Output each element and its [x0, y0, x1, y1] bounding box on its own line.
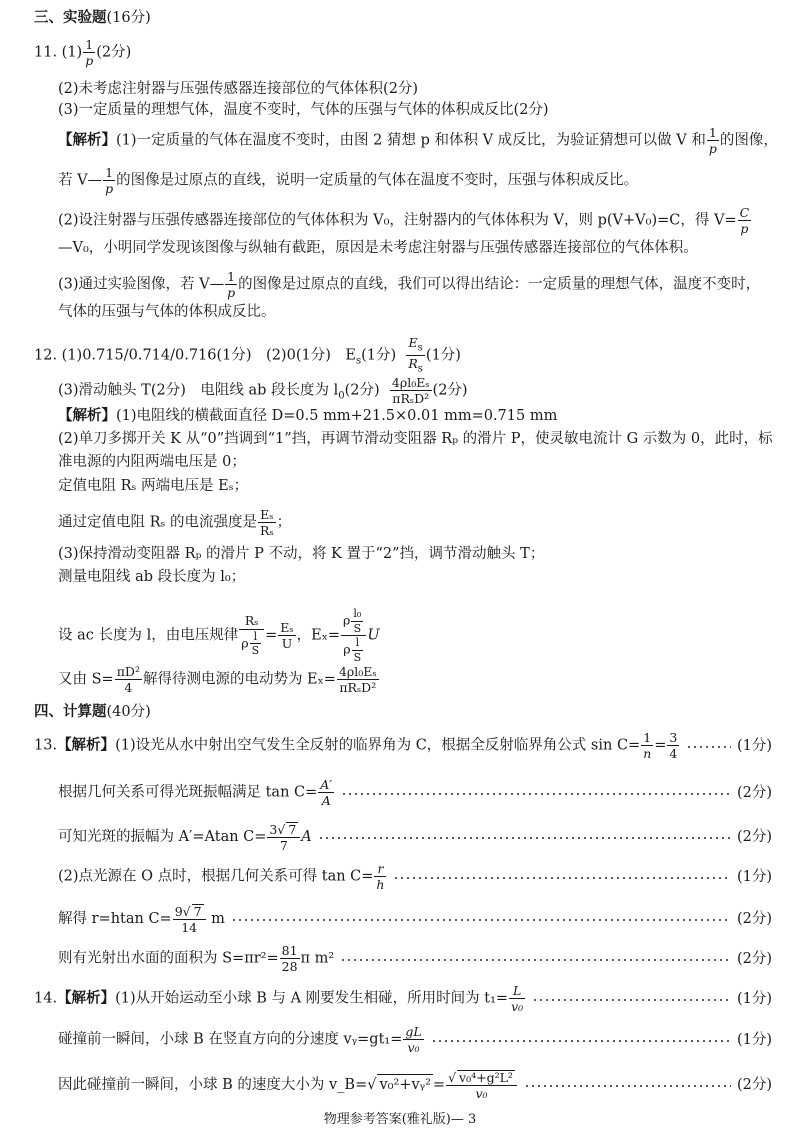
- q13-row-6: 则有光射出水面的面积为 S=πr²= $\frac{81}{28}$ π m² (2分): [58, 943, 772, 975]
- q13-row-4: (2)点光源在 O 点时，根据几何关系可得 tan C= $\frac{r}{h}$ (1分): [58, 861, 772, 893]
- fraction: ρ $\frac{\text{l₀}}{S}$ ρ $\frac{l}{S}$: [341, 608, 366, 663]
- fraction: $\frac{1}{p}$: [105, 165, 114, 197]
- q13-row-2: 根据几何关系可得光斑振幅满足 tan C= $\frac{A'}{A}$ (2分): [58, 777, 772, 809]
- fraction: $\frac{1}{p}$: [227, 269, 236, 301]
- fraction: $\frac{\text{√ v₀⁴+g²L²}}{\text{v₀}}$: [446, 1070, 517, 1100]
- fraction: $\frac{\text{πD²}}{4}$: [116, 664, 140, 696]
- q13-row-5: 解得 r=htan C= $\frac{9√ 7}{14}$ m (2分): [58, 904, 772, 936]
- q12-analysis-3: 准电源的内阻两端电压是 0；: [58, 454, 246, 470]
- fraction: $\frac{\text{Eₛ}}{\text{Rₛ}}$: [260, 507, 274, 539]
- q12-analysis-6: (3)保持滑动变阻器 Rₚ 的滑片 P 不动，将 K 置于“2”挡，调节滑动触头 T；: [58, 546, 545, 562]
- fraction: $\frac{\text{4ρl₀Eₛ}}{\text{πRₛD²}}$: [338, 664, 377, 696]
- section-3-heading: 三、实验题(16分): [34, 10, 151, 26]
- fraction: $\frac{\text{Eₛ}}{U}$: [280, 619, 294, 652]
- q13-row-1: 13.【解析】(1)设光从水中射出空气发生全反射的临界角为 C，根据全反射临界角公式 sin C= $\frac{1}{n}$ = $\frac{3}{4}$ (1分): [34, 730, 772, 762]
- q14-row-1: 14.【解析】(1)从开始运动至小球 B 与 A 刚要发生相碰，所用时间为 t₁= $\frac{L}{\text{v₀}}$ (1分): [34, 983, 772, 1015]
- q11-analysis-2a: (2)设注射器与压强传感器连接部位的气体体积为 V₀，注射器内的气体体积为 V，则 p(V+V₀)=C，得 V= $\frac{C}{p}$: [58, 205, 750, 237]
- fraction: $\frac{9√ 7}{14}$: [173, 904, 206, 934]
- q11-analysis-1b: 若 V— $\frac{1}{p}$ 的图像是过原点的直线，说明一定质量的气体在温度不变时，压强与体积成反比。: [58, 165, 639, 197]
- fraction: $\frac{1}{n}$: [643, 730, 652, 762]
- leader-dots: [532, 999, 731, 1001]
- fraction: $\frac{3}{4}$: [669, 730, 678, 762]
- q12-analysis-9: 又由 S= $\frac{\text{πD²}}{4}$ 解得待测电源的电动势为 Eₓ= $\frac{\text{4ρl₀Eₛ}}{\text{πRₛD²}}$: [58, 664, 377, 696]
- fraction: $\frac{81}{28}$: [281, 943, 298, 975]
- fraction: $\frac{3√ 7}{7}$: [267, 822, 300, 852]
- q14-row-2: 碰撞前一瞬间，小球 B 在竖直方向的分速度 vᵧ=gt₁= $\frac{gL}{\text{v₀}}$ (1分): [58, 1024, 772, 1056]
- fraction: $\frac{1}{p}$: [708, 125, 717, 157]
- q12-analysis-1: 【解析】(1)电阻线的横截面直径 D=0.5 mm+21.5×0.01 mm=0.715 mm: [58, 408, 558, 424]
- q11-analysis-2b: —V₀，小明同学发现该图像与纵轴有截距，原因是未考虑注射器与压强传感器连接部位的气体体积。: [58, 240, 698, 256]
- fraction: $\frac{\text{4ρl₀Eₛ}}{\text{πRₛD²}}$: [391, 375, 430, 407]
- q11-part1: 11. (1) $\frac{1}{p}$ (2分): [34, 37, 132, 69]
- q13-row-3: 可知光斑的振幅为 A′=Atan C= $\frac{3√ 7}{7}$ A (2分): [58, 822, 772, 854]
- leader-dots: [318, 837, 731, 839]
- leader-dots: [431, 1040, 731, 1042]
- fraction: Rₛ ρ $\frac{l}{S}$: [239, 614, 264, 656]
- q11-analysis-1a: 【解析】(1)一定质量的气体在温度不变时，由图 2 猜想 p 和体积 V 成反比，为验证猜想可以做 V 和 $\frac{1}{p}$ 的图像，: [58, 125, 778, 157]
- q12-analysis-2: (2)单刀多掷开关 K 从“0”挡调到“1”挡，再调节滑动变阻器 Rₚ 的滑片 P，使灵敏电流计 G 示数为 0，此时，标: [58, 431, 773, 447]
- section-4-heading: 四、计算题(40分): [34, 704, 151, 720]
- q11-part3: (3)一定质量的理想气体，温度不变时，气体的压强与气体的体积成反比(2分): [58, 102, 549, 118]
- q14-row-3: 因此碰撞前一瞬间，小球 B 的速度大小为 v_B=√ v₀²+vᵧ² = $\frac{\text{√ v₀⁴+g²L²}}{\text{v₀}}$ (2分): [58, 1070, 772, 1102]
- leader-dots: [393, 877, 730, 879]
- q12-analysis-7: 测量电阻线 ab 段长度为 l₀；: [58, 569, 246, 585]
- leader-dots: [231, 919, 731, 921]
- page-footer: 物理参考答案(雅礼版)— 3: [323, 1112, 477, 1127]
- fraction: $\frac{L}{\text{v₀}}$: [511, 983, 524, 1015]
- fraction: $\frac{A'}{A}$: [320, 777, 333, 809]
- q11-analysis-3b: 气体的压强与气体的体积成反比。: [58, 304, 276, 320]
- fraction: $\frac{r}{h}$: [376, 861, 385, 893]
- q12-analysis-5: 通过定值电阻 Rₛ 的电流强度是 $\frac{\text{Eₛ}}{\text{Rₛ}}$ ；: [58, 507, 292, 539]
- fraction: $\frac{gL}{\text{v₀}}$: [405, 1024, 422, 1056]
- q12-line1: 12. (1)0.715/0.714/0.716(1分) (2)0(1分) $E_s(1$分) $\frac{E_s}{R_s}$ (1分): [34, 335, 461, 375]
- leader-dots: [686, 746, 731, 748]
- q11-part2: (2)未考虑注射器与压强传感器连接部位的气体体积(2分): [58, 81, 419, 97]
- q12-analysis-4: 定值电阻 Rₛ 两端电压是 Eₛ；: [58, 478, 249, 494]
- fraction: $\frac{C}{p}$: [739, 205, 750, 237]
- leader-dots: [341, 793, 731, 795]
- leader-dots: [524, 1085, 731, 1087]
- fraction: $\frac{E_s}{R_s}$: [408, 335, 423, 375]
- q12-line2: (3)滑动触头 T(2分) 电阻线 ab 段长度为 $l_0(2$分) $\frac{\text{4ρl₀Eₛ}}{\text{πRₛD²}}$ (2分): [58, 375, 468, 407]
- q12-analysis-8: 设 ac 长度为 l，由电压规律 Rₛ ρ $\frac{l}{S}$ = $\frac{\text{Eₛ}}{U}$ ，Eₓ= ρ $\frac{\text{l₀}}{S}$ ρ $\frac{l}{S}$ U: [58, 607, 380, 664]
- q11-analysis-3a: (3)通过实验图像，若 V— $\frac{1}{p}$ 的图像是过原点的直线，我们可以得出结论：一定质量的理想气体，温度不变时，: [58, 269, 761, 301]
- leader-dots: [340, 959, 731, 961]
- fraction: $\frac{1}{p}$: [85, 37, 94, 69]
